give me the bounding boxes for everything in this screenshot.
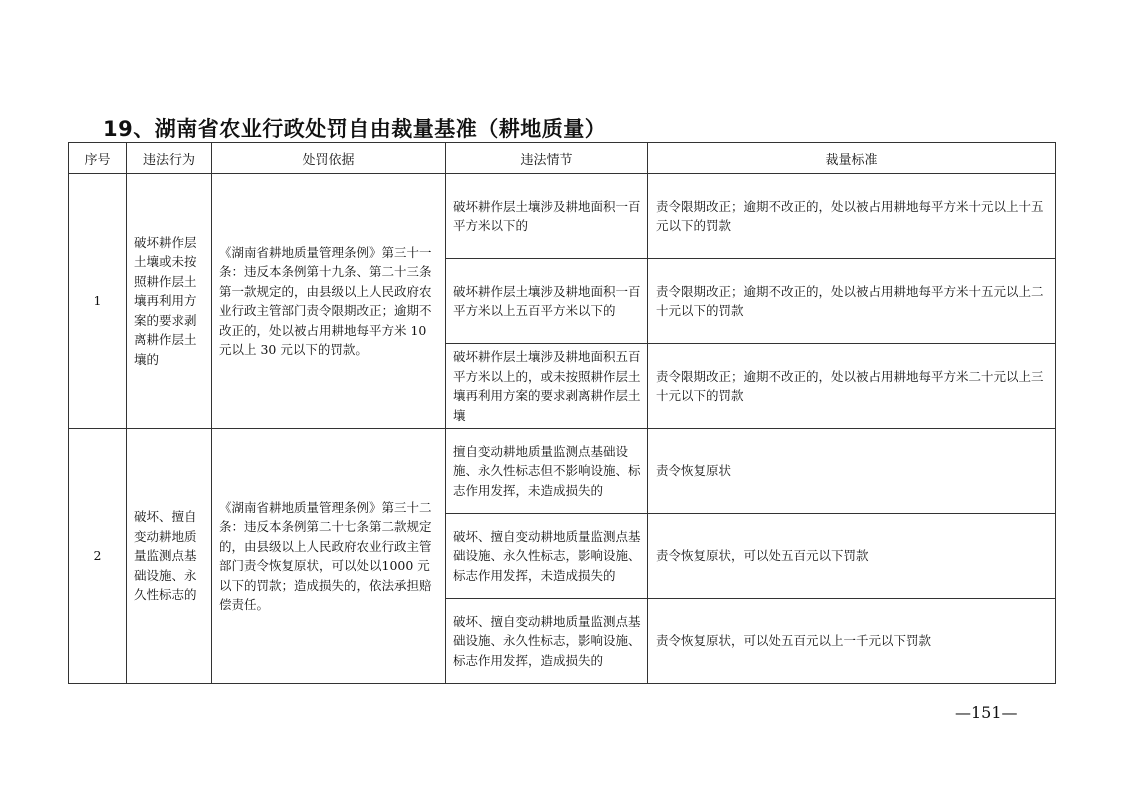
discretion-standard: 责令恢复原状，可以处五百元以下罚款 [648, 514, 1056, 599]
violation-act: 破坏、擅自变动耕地质量监测点基础设施、永久性标志的 [127, 429, 212, 684]
penalty-basis: 《湖南省耕地质量管理条例》第三十一条：违反本条例第十九条、第二十三条第一款规定的，由县级以上人民政府农业行政主管部门责令限期改正；逾期不改正的，处以被占用耕地每平方米 10 元以上 30 元以下的罚款。 [212, 174, 446, 429]
header-plot: 违法情节 [446, 143, 648, 174]
violation-circumstance: 破坏、擅自变动耕地质量监测点基础设施、永久性标志，影响设施、标志作用发挥，造成损失的 [446, 599, 648, 684]
discretion-standard: 责令限期改正；逾期不改正的，处以被占用耕地每平方米十五元以上二十元以下的罚款 [648, 259, 1056, 344]
page-number: —151— [955, 703, 1018, 722]
row-number: 1 [69, 174, 127, 429]
header-act: 违法行为 [127, 143, 212, 174]
violation-circumstance: 擅自变动耕地质量监测点基础设施、永久性标志但不影响设施、标志作用发挥，未造成损失的 [446, 429, 648, 514]
header-no: 序号 [69, 143, 127, 174]
page-title: 19、湖南省农业行政处罚自由裁量基准（耕地质量） [103, 117, 607, 141]
discretion-standard: 责令限期改正；逾期不改正的，处以被占用耕地每平方米十元以上十五元以下的罚款 [648, 174, 1056, 259]
discretion-standard: 责令恢复原状，可以处五百元以上一千元以下罚款 [648, 599, 1056, 684]
header-basis: 处罚依据 [212, 143, 446, 174]
violation-act: 破坏耕作层土壤或未按照耕作层土壤再利用方案的要求剥离耕作层土壤的 [127, 174, 212, 429]
row-number: 2 [69, 429, 127, 684]
penalty-basis: 《湖南省耕地质量管理条例》第三十二条：违反本条例第二十七条第二款规定的，由县级以上人民政府农业行政主管部门责令恢复原状，可以处以1000 元以下的罚款；造成损失的，依法承担赔偿责任。 [212, 429, 446, 684]
discretion-standard: 责令限期改正；逾期不改正的，处以被占用耕地每平方米二十元以上三十元以下的罚款 [648, 344, 1056, 429]
table-row [69, 429, 1056, 514]
table-header-row [69, 143, 1056, 174]
table-row [69, 174, 1056, 259]
violation-circumstance: 破坏、擅自变动耕地质量监测点基础设施、永久性标志，影响设施、标志作用发挥，未造成损失的 [446, 514, 648, 599]
violation-circumstance: 破坏耕作层土壤涉及耕地面积五百平方米以上的，或未按照耕作层土壤再利用方案的要求剥离耕作层土壤 [446, 344, 648, 429]
violation-circumstance: 破坏耕作层土壤涉及耕地面积一百平方米以下的 [446, 174, 648, 259]
header-std: 裁量标准 [648, 143, 1056, 174]
penalty-standard-table [68, 142, 1056, 684]
discretion-standard: 责令恢复原状 [648, 429, 1056, 514]
violation-circumstance: 破坏耕作层土壤涉及耕地面积一百平方米以上五百平方米以下的 [446, 259, 648, 344]
